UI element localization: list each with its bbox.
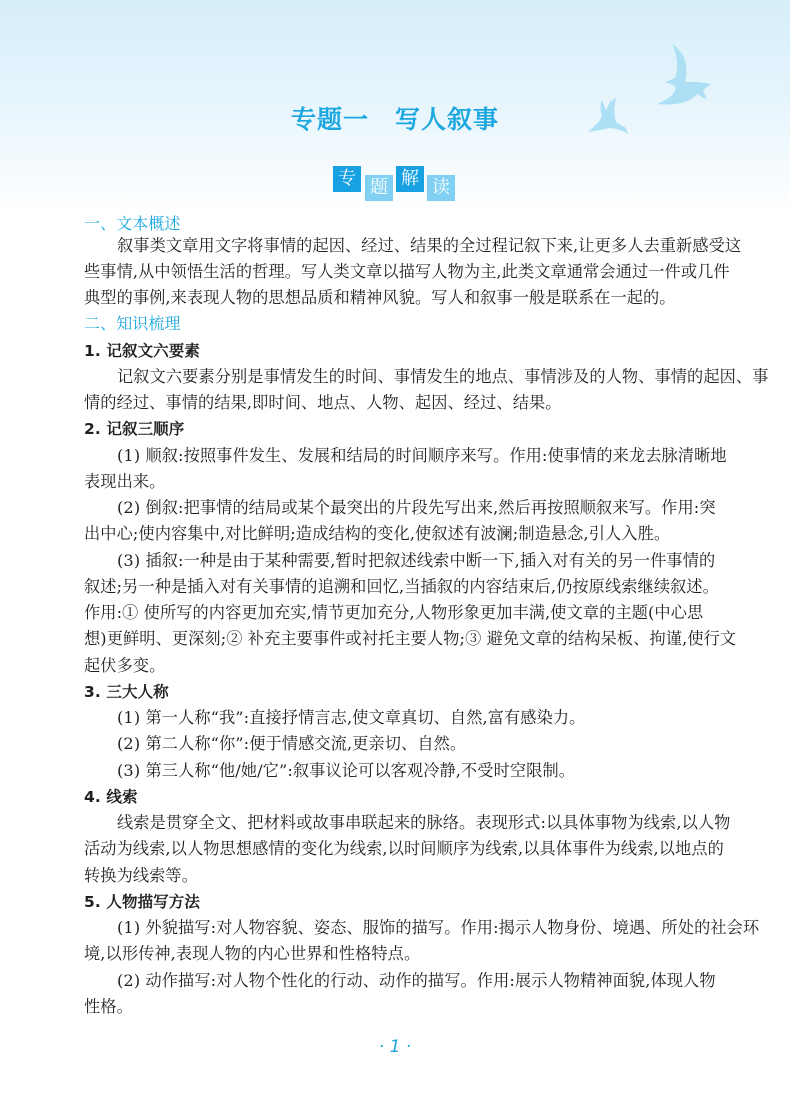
paragraph-line: (1) 第一人称“我”:直接抒情言志,使文章真切、自然,富有感染力。 xyxy=(117,708,586,727)
paragraph-line: 叙事类文章用文字将事情的起因、经过、结果的全过程记叙下来,让更多人去重新感受这 xyxy=(117,236,742,255)
title-topic-name: 写人叙事 xyxy=(395,105,500,134)
paragraph-line: (1) 顺叙:按照事件发生、发展和结局的时间顺序来写。作用:使事情的来龙去脉清晰地 xyxy=(117,446,727,465)
paragraph-line: 活动为线索,以人物思想感情的变化为线索,以时间顺序为线索,以具体事件为线索,以地点的 xyxy=(84,839,724,858)
paragraph-line: 线索是贯穿全文、把材料或故事串联起来的脉络。表现形式:以具体事物为线索,以人物 xyxy=(117,813,731,832)
paragraph-line: 些事情,从中领悟生活的哲理。写人类文章以描写人物为主,此类文章通常会通过一件或几件 xyxy=(84,262,730,281)
page-number: · 1 · xyxy=(378,1037,412,1057)
section-heading-overview: 一、文本概述 xyxy=(84,214,181,233)
paragraph-line: 记叙文六要素分别是事情发生的时间、事情发生的地点、事情涉及的人物、事情的起因、事 xyxy=(117,367,769,386)
badge-char-2: 题 xyxy=(365,175,393,201)
subheading-three-persons: 3. 三大人称 xyxy=(84,683,169,701)
badge-char-3: 解 xyxy=(396,166,424,192)
paragraph-line: (1) 外貌描写:对人物容貌、姿态、服饰的描写。作用:揭示人物身份、境遇、所处的社会环 xyxy=(117,918,760,937)
paragraph-line: (3) 第三人称“他/她/它”:叙事议论可以客观冷静,不受时空限制。 xyxy=(117,761,576,780)
subheading-six-elements: 1. 记叙文六要素 xyxy=(84,342,200,360)
paragraph-line: 作用:① 使所写的内容更加充实,情节更加充分,人物形象更加丰满,使文章的主题(中心思 xyxy=(84,603,704,622)
paragraph-line: 转换为线索等。 xyxy=(84,866,199,885)
paragraph-line: 性格。 xyxy=(84,997,133,1016)
subheading-character-description: 5. 人物描写方法 xyxy=(84,893,200,911)
paragraph-line: (3) 插叙:一种是由于某种需要,暂时把叙述线索中断一下,插入对有关的另一件事情的 xyxy=(117,551,716,570)
subheading-three-orders: 2. 记叙三顺序 xyxy=(84,420,185,438)
badge-char-4: 读 xyxy=(427,175,455,201)
paragraph-line: (2) 动作描写:对人物个性化的行动、动作的描写。作用:展示人物精神面貌,体现人物 xyxy=(117,971,716,990)
paragraph-line: (2) 倒叙:把事情的结局或某个最突出的片段先写出来,然后再按照顺叙来写。作用:突 xyxy=(117,498,716,517)
section-heading-knowledge: 二、知识梳理 xyxy=(84,314,181,333)
page-title xyxy=(0,100,790,136)
badge-char-1: 专 xyxy=(333,166,361,192)
paragraph-line: 境,以形传神,表现人物的内心世界和性格特点。 xyxy=(84,944,421,963)
title-topic-number: 专题一 xyxy=(290,105,369,134)
subheading-clue: 4. 线索 xyxy=(84,788,138,806)
large-bird-icon xyxy=(645,42,717,108)
paragraph-line: 起伏多变。 xyxy=(84,656,166,675)
paragraph-line: 情的经过、事情的结果,即时间、地点、人物、起因、经过、结果。 xyxy=(84,393,562,412)
paragraph-line: 出中心;使内容集中,对比鲜明;造成结构的变化,使叙述有波澜;制造悬念,引人入胜。 xyxy=(84,524,671,543)
paragraph-line: 想)更鲜明、更深刻;② 补充主要事件或衬托主要人物;③ 避免文章的结构呆板、拘谨,使行文 xyxy=(84,629,737,648)
section-badge xyxy=(333,164,463,204)
paragraph-line: 叙述;另一种是插入对有关事情的追溯和回忆,当插叙的内容结束后,仍按原线索继续叙述。 xyxy=(84,577,719,596)
paragraph-line: 表现出来。 xyxy=(84,472,166,491)
paragraph-line: (2) 第二人称“你”:便于情感交流,更亲切、自然。 xyxy=(117,734,467,753)
paragraph-line: 典型的事例,来表现人物的思想品质和精神风貌。写人和叙事一般是联系在一起的。 xyxy=(84,288,676,307)
